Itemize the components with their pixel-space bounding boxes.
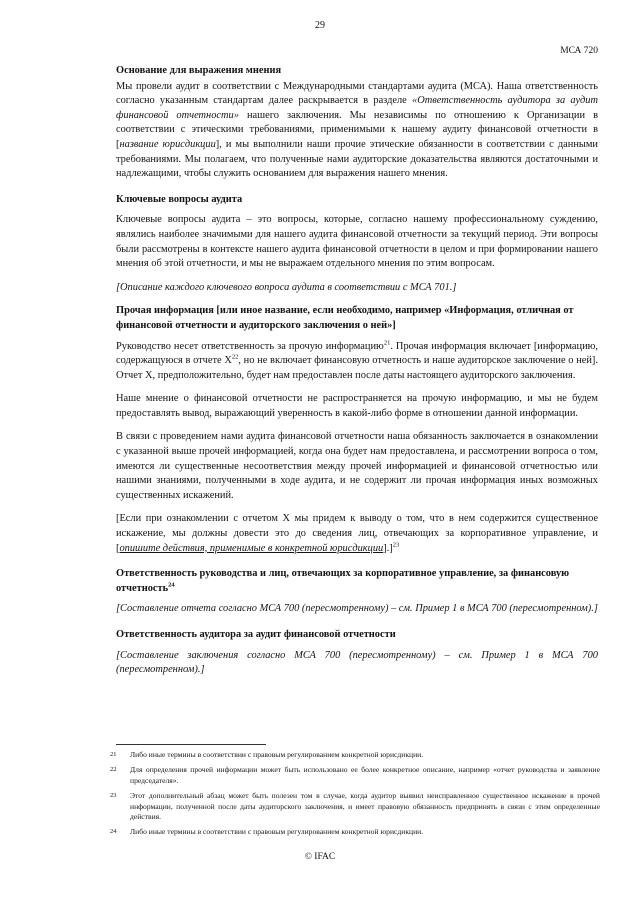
- paragraph-kam-2: [Описание каждого ключевого вопроса аудита в соответствии с МСА 701.]: [116, 281, 457, 293]
- page-number: 29: [315, 20, 325, 31]
- section-heading-kam: Ключевые вопросы аудита: [116, 193, 243, 205]
- paragraph-mgmt: [Составление отчета согласно МСА 700 (пересмотренному) – см. Пример 1 в МСА 700 (пересмотренном).]: [116, 603, 598, 615]
- paragraph-auditor: [Составление заключения согласно МСА 700 (пересмотренному) – см. Пример 1 в МСА 700 (пересмотренном).]: [116, 649, 598, 676]
- footnote-number: 24: [110, 828, 117, 836]
- footnote-text: Либо иные термины в соответствии с правовым регулированием конкретной юрисдикции.: [130, 750, 424, 759]
- footnote-ref: 21: [383, 339, 391, 347]
- paragraph-other-info-1: [116, 340, 598, 384]
- text-run: ], и мы выполнили наши прочие этические обязанности в соответствии с данными требованиями. Мы полагаем, что полученные нами аудиторские доказательства являются достаточными и надлежащими, чтобы служить основанием для выражения нашего мнения.: [116, 138, 598, 180]
- footnote-text: Для определения прочей информации может быть использовано ее более конкретное описание, например «отчет руководства и заявление председателя».: [130, 765, 600, 785]
- footnote-number: 21: [110, 751, 117, 758]
- italic-text-run: опишите действия, применимые в конкретной юрисдикции: [119, 542, 384, 554]
- paragraph-other-info-2: Наше мнение о финансовой отчетности не распространяется на прочую информацию, и мы не будем предоставлять вывод, выражающий уверенность в какой-либо форме в отношении данной информации.: [116, 393, 598, 419]
- section-heading-mgmt: [116, 567, 598, 596]
- italic-text-run: «Ответственность аудитора за аудит финансовой отчетности»: [116, 95, 598, 121]
- text-run: , но не включает финансовую отчетность и наше аудиторское заключение о ней]. Отчет X, предположительно, будет нам предоставлен после даты настоящего аудиторского заключения.: [116, 355, 598, 381]
- footnote-ref: 22: [231, 353, 239, 361]
- section-heading-basis: Основание для выражения мнения: [116, 65, 282, 76]
- footnote: [110, 827, 600, 837]
- text-run: ].]: [383, 542, 393, 554]
- paragraph-other-info-4: [116, 512, 598, 556]
- paragraph-other-info-3: В связи с проведением нами аудита финансовой отчетности наша обязанность заключается в ознакомлении с указанной выше прочей информацией, когда она будет нам предоставлена, и рассмотрении вопроса о том, имеются ли существенные несоответствия между прочей информацией и финансовой отчетностью или нашими знаниями, полученными в ходе аудита, и не содержит ли прочая информация иных возможных существенных искажений.: [116, 431, 598, 501]
- footnote: [110, 791, 600, 822]
- paragraph-kam-1: Ключевые вопросы аудита – это вопросы, которые, согласно нашему профессиональному суждению, являлись наиболее значимыми для нашего аудита финансовой отчетности за текущий период. Эти вопросы были рассмотрены в контексте нашего аудита финансовой отчетности в целом и при формировании нашего мнения об этой отчетности, и мы не выражаем отдельного мнения по этим вопросам.: [116, 214, 598, 270]
- page-footer: © IFAC: [304, 852, 336, 862]
- standard-reference: МСА 720: [560, 46, 598, 56]
- text-run: Мы провели аудит в соответствии с Международными стандартами аудита (МСА). Наша ответственность согласно указанным стандартам далее раскрывается в разделе: [116, 80, 598, 107]
- footnotes: [110, 750, 600, 843]
- text-run: [Если при ознакомлении с отчетом X мы придем к выводу о том, что в нем содержится существенное искажение, мы должны довести это до сведения лиц, отвечающих за корпоративное управление, и [: [116, 513, 598, 554]
- paragraph-basis: [116, 80, 598, 182]
- footnote: [110, 750, 600, 760]
- text-run: Руководство несет ответственность за прочую информацию: [116, 340, 384, 352]
- footnote-divider: [116, 744, 266, 745]
- text-run: . Прочая информация включает [информацию, содержащуюся в отчете X: [116, 340, 598, 367]
- footnote-ref: 24: [168, 581, 175, 589]
- footnote-text: Либо иные термины в соответствии с правовым регулированием конкретной юрисдикции.: [130, 827, 424, 837]
- document-body: [116, 64, 598, 687]
- footnote-number: 22: [110, 766, 117, 774]
- footnote: [110, 765, 600, 786]
- section-heading-auditor: Ответственность аудитора за аудит финансовой отчетности: [116, 629, 396, 640]
- footnote-ref: 23: [392, 541, 400, 549]
- text-run: нашего заключения. Мы независимы по отношению к Организации в соответствии с этическими требованиями, применимыми к нашему аудиту финансовой отчетности в [: [116, 109, 598, 150]
- footnote-text: Этот дополнительный абзац может быть полезен том в случае, когда аудитор выявил неисправленное существенное искажение в прочей информации, полученной после даты аудиторского заключения, и имеет правовую обязанность предпринять в связи с этим определенные действия.: [130, 791, 600, 822]
- section-heading-other-info: Прочая информация [или иное название, если необходимо, например «Информация, отличная от финансовой отчетности и аудиторского заключения о ней»]: [116, 305, 574, 331]
- heading-text: Ответственность руководства и лиц, отвечающих за корпоративное управление, за финансовую отчетность: [116, 568, 570, 594]
- italic-text-run: название юрисдикции: [119, 138, 216, 150]
- footnote-number: 23: [110, 792, 117, 800]
